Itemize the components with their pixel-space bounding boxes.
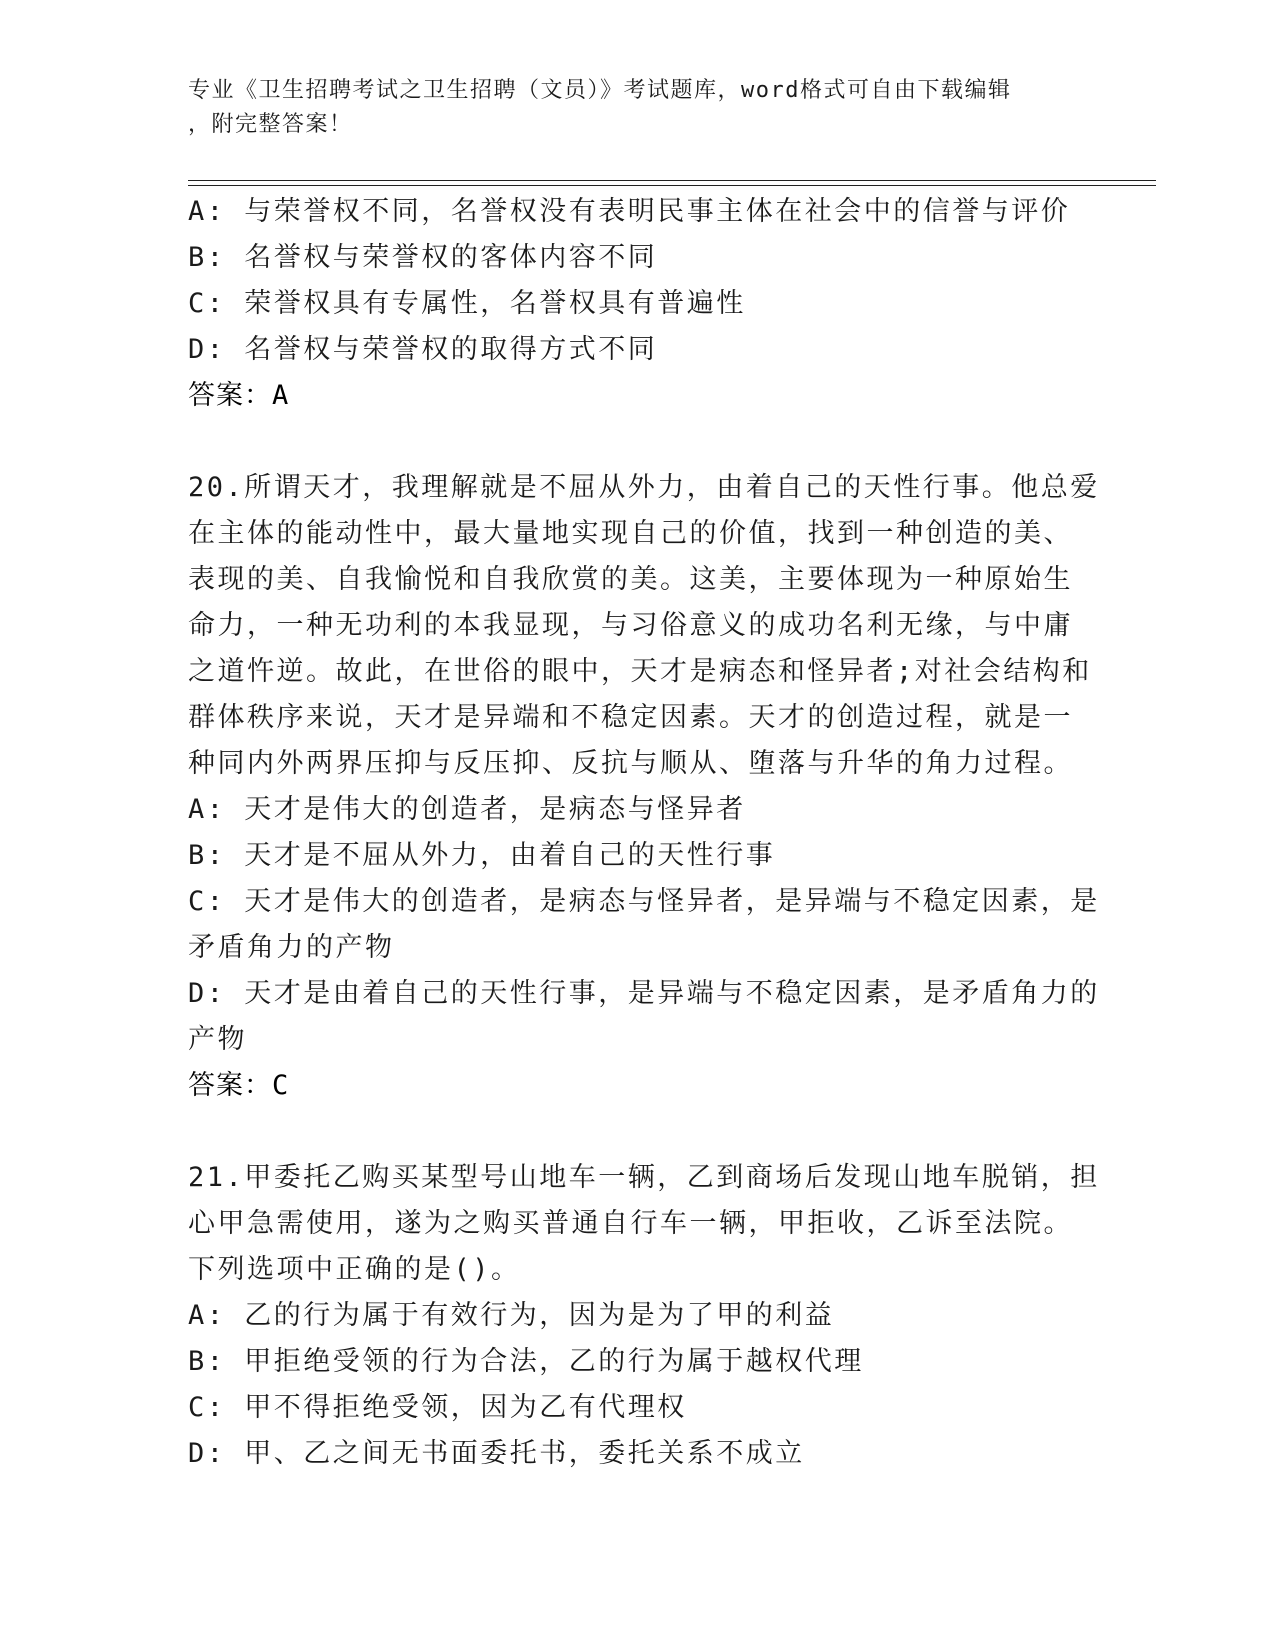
header-title-line-1: 专业《卫生招聘考试之卫生招聘（文员）》考试题库，word格式可自由下载编辑 [188, 78, 1012, 103]
q19-answer: 答案：A [188, 380, 290, 411]
q20-option-a: A: 天才是伟大的创造者，是病态与怪异者 [188, 794, 746, 825]
q20-stem-line: 群体秩序来说，天才是异端和不稳定因素。天才的创造过程，就是一 [188, 702, 1073, 733]
q20-stem-line: 表现的美、自我愉悦和自我欣赏的美。这美，主要体现为一种原始生 [188, 564, 1073, 595]
header-divider-bottom [188, 185, 1156, 186]
question-21 [188, 1155, 1100, 1477]
q20-stem-line: 命力，一种无功利的本我显现，与习俗意义的成功名利无缘，与中庸 [188, 610, 1073, 641]
q21-option-d: D: 甲、乙之间无书面委托书，委托关系不成立 [188, 1438, 805, 1469]
question-content [188, 189, 1100, 1477]
q20-option-c-continued: 矛盾角力的产物 [188, 932, 395, 963]
q20-option-d-continued: 产物 [188, 1024, 247, 1055]
document-header [188, 74, 1068, 142]
q20-option-b: B: 天才是不屈从外力，由着自己的天性行事 [188, 840, 776, 871]
q19-option-d: D: 名誉权与荣誉权的取得方式不同 [188, 334, 658, 365]
question-spacer [188, 419, 1088, 465]
question-19 [188, 189, 1088, 419]
q20-answer: 答案：C [188, 1070, 290, 1101]
q21-option-c: C: 甲不得拒绝受领，因为乙有代理权 [188, 1392, 687, 1423]
q20-stem-line: 20.所谓天才，我理解就是不屈从外力，由着自己的天性行事。他总爱 [188, 472, 1100, 503]
q21-option-b: B: 甲拒绝受领的行为合法，乙的行为属于越权代理 [188, 1346, 864, 1377]
q19-option-a: A: 与荣誉权不同，名誉权没有表明民事主体在社会中的信誉与评价 [188, 196, 1071, 227]
q19-option-b: B: 名誉权与荣誉权的客体内容不同 [188, 242, 658, 273]
q21-stem-line: 下列选项中正确的是()。 [188, 1254, 521, 1285]
q21-stem-line: 心甲急需使用，遂为之购买普通自行车一辆，甲拒收，乙诉至法院。 [188, 1208, 1073, 1239]
q21-stem-line: 21.甲委托乙购买某型号山地车一辆，乙到商场后发现山地车脱销，担 [188, 1162, 1100, 1193]
q20-option-c: C: 天才是伟大的创造者，是病态与怪异者，是异端与不稳定因素，是 [188, 886, 1100, 917]
q20-stem-line: 在主体的能动性中，最大量地实现自己的价值，找到一种创造的美、 [188, 518, 1073, 549]
header-divider-top [188, 180, 1156, 181]
question-spacer [188, 1109, 1088, 1155]
question-20 [188, 465, 1100, 1109]
q20-option-d: D: 天才是由着自己的天性行事，是异端与不稳定因素，是矛盾角力的 [188, 978, 1100, 1009]
q21-option-a: A: 乙的行为属于有效行为，因为是为了甲的利益 [188, 1300, 835, 1331]
q19-option-c: C: 荣誉权具有专属性，名誉权具有普遍性 [188, 288, 746, 319]
q20-stem-line: 种同内外两界压抑与反压抑、反抗与顺从、堕落与升华的角力过程。 [188, 748, 1073, 779]
q20-stem-line: 之道忤逆。故此，在世俗的眼中，天才是病态和怪异者;对社会结构和 [188, 656, 1092, 687]
header-title-line-2: ，附完整答案！ [188, 112, 353, 137]
